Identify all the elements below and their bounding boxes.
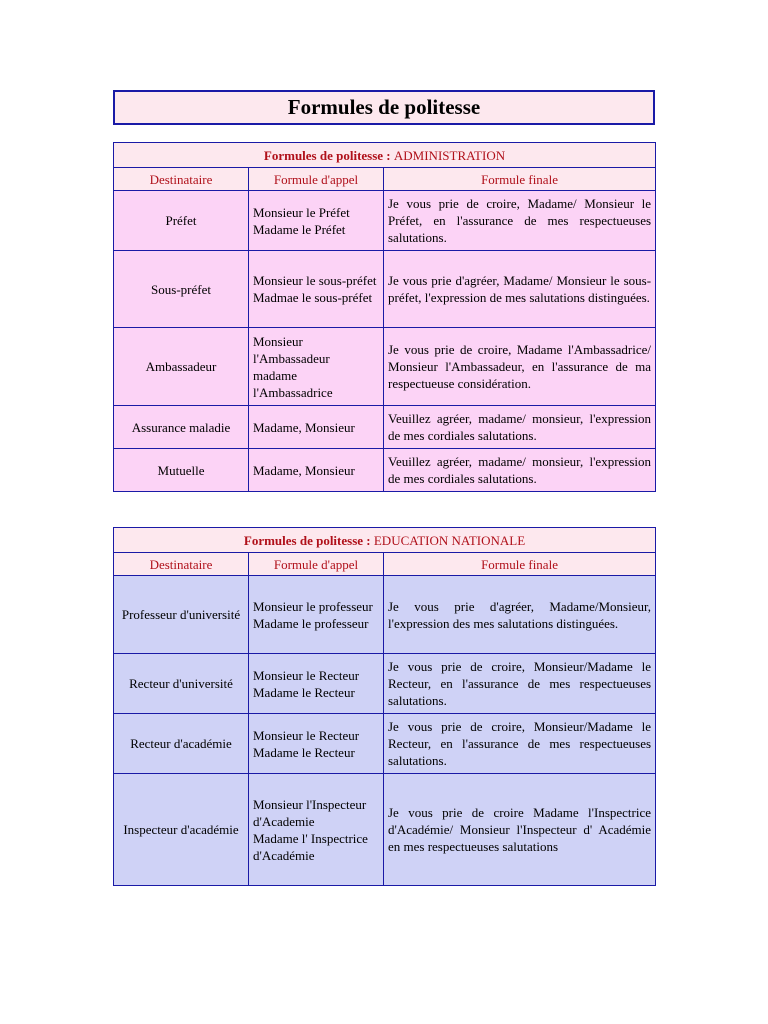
- column-header-appel: Formule d'appel: [249, 168, 384, 191]
- cell-finale: Je vous prie de croire, Monsieur/Madame le Recteur, en l'assurance de mes respectueuses salutations.: [384, 654, 656, 714]
- column-header-appel: Formule d'appel: [249, 553, 384, 576]
- appel-line: Madame l' Inspectrice d'Académie: [253, 830, 368, 863]
- cell-destinataire: Préfet: [114, 191, 249, 251]
- table-row: [114, 654, 656, 714]
- cell-destinataire: Inspecteur d'académie: [114, 774, 249, 886]
- table-row: [114, 714, 656, 774]
- appel-line: madame l'Ambassadrice: [253, 367, 333, 400]
- table-education-nationale: [113, 527, 656, 886]
- cell-appel: [249, 714, 384, 774]
- cell-finale: Je vous prie de croire, Monsieur/Madame le Recteur, en l'assurance de mes respectueuses salutations.: [384, 714, 656, 774]
- column-header-destinataire: Destinataire: [114, 168, 249, 191]
- appel-line: Monsieur le Recteur: [253, 727, 360, 743]
- appel-line: Madame, Monsieur: [253, 462, 355, 478]
- table-row: [114, 406, 656, 449]
- cell-appel: [249, 406, 384, 449]
- appel-line: Madame, Monsieur: [253, 419, 355, 435]
- table-row: [114, 774, 656, 886]
- section-heading-prefix: Formules de politesse :: [243, 532, 371, 548]
- cell-destinataire: Mutuelle: [114, 449, 249, 492]
- cell-appel: [249, 251, 384, 328]
- cell-appel: [249, 774, 384, 886]
- column-header-finale: Formule finale: [384, 553, 656, 576]
- cell-destinataire: Recteur d'académie: [114, 714, 249, 774]
- cell-appel: [249, 328, 384, 406]
- cell-finale: Je vous prie d'agréer, Madame/Monsieur, l'expression des mes salutations distinguées.: [384, 576, 656, 654]
- cell-finale: Je vous prie de croire, Madame l'Ambassadrice/ Monsieur l'Ambassadeur, en l'assurance de ma respectueuse considération.: [384, 328, 656, 406]
- section-heading: [114, 528, 656, 553]
- table-row: [114, 576, 656, 654]
- section-heading-prefix: Formules de politesse :: [263, 147, 391, 163]
- cell-finale: Veuillez agréer, madame/ monsieur, l'expression de mes cordiales salutations.: [384, 449, 656, 492]
- cell-destinataire: Ambassadeur: [114, 328, 249, 406]
- appel-line: Madame le professeur: [253, 615, 369, 631]
- appel-line: Monsieur l'Inspecteur d'Academie: [253, 796, 367, 829]
- appel-line: Monsieur le Préfet: [253, 204, 350, 220]
- appel-line: Monsieur le Recteur: [253, 667, 360, 683]
- cell-destinataire: Assurance maladie: [114, 406, 249, 449]
- cell-finale: Je vous prie de croire, Madame/ Monsieur le Préfet, en l'assurance de mes respectueuses salutations.: [384, 191, 656, 251]
- appel-line: Monsieur le professeur: [253, 598, 373, 614]
- cell-finale: Veuillez agréer, madame/ monsieur, l'expression de mes cordiales salutations.: [384, 406, 656, 449]
- cell-destinataire: Sous-préfet: [114, 251, 249, 328]
- cell-appel: [249, 654, 384, 714]
- section-heading-name: EDUCATION NATIONALE: [373, 532, 526, 548]
- appel-line: Madame le Préfet: [253, 221, 346, 237]
- appel-line: Monsieur l'Ambassadeur: [253, 333, 330, 366]
- table-row: [114, 191, 656, 251]
- column-header-finale: Formule finale: [384, 168, 656, 191]
- cell-appel: [249, 191, 384, 251]
- section-heading-name: ADMINISTRATION: [393, 147, 506, 163]
- appel-line: Monsieur le sous-préfet: [253, 273, 377, 288]
- cell-finale: Je vous prie de croire Madame l'Inspectrice d'Académie/ Monsieur l'Inspecteur d' Académie en mes respectueuses salutations: [384, 774, 656, 886]
- appel-line: Madame le Recteur: [253, 684, 355, 700]
- cell-finale: Je vous prie d'agréer, Madame/ Monsieur le sous-préfet, l'expression de mes salutations distinguées.: [384, 251, 656, 328]
- page-title: Formules de politesse: [113, 90, 655, 125]
- table-administration: [113, 142, 656, 492]
- appel-line: Madmae le sous-préfet: [253, 290, 373, 305]
- cell-destinataire: Recteur d'université: [114, 654, 249, 714]
- cell-appel: [249, 576, 384, 654]
- cell-appel: [249, 449, 384, 492]
- table-row: [114, 328, 656, 406]
- column-header-destinataire: Destinataire: [114, 553, 249, 576]
- section-heading: [114, 143, 656, 168]
- appel-line: Madame le Recteur: [253, 744, 355, 760]
- table-row: [114, 251, 656, 328]
- cell-destinataire: Professeur d'université: [114, 576, 249, 654]
- table-row: [114, 449, 656, 492]
